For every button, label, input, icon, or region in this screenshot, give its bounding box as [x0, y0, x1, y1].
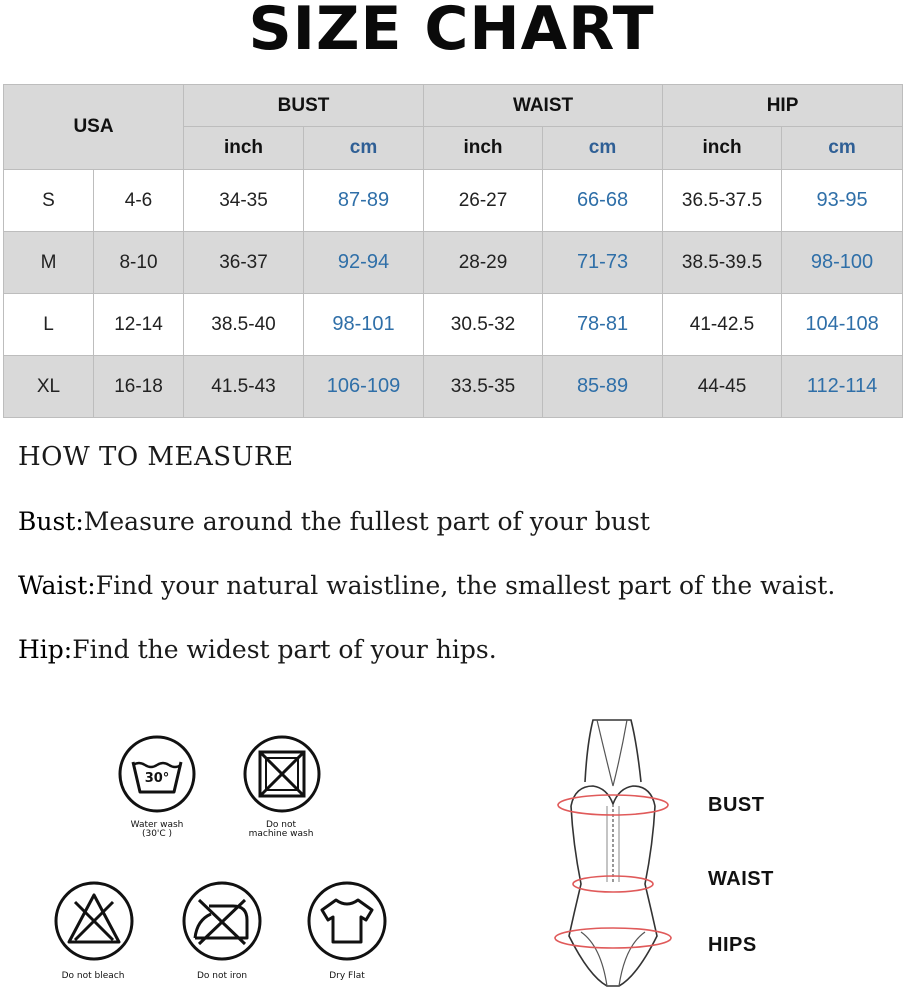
hip-cm-cell: 104-108 [782, 294, 903, 356]
header-bust: BUST [184, 85, 424, 127]
water-wash-30-icon [117, 734, 197, 814]
header-bust-cm: cm [304, 127, 424, 170]
no-bleach-icon [53, 880, 135, 962]
hip-term: Hip: [18, 635, 73, 664]
header-hip: HIP [663, 85, 903, 127]
waist-inch-cell: 26-27 [424, 170, 543, 232]
hips-measure-ring [555, 928, 671, 948]
header-waist: WAIST [424, 85, 663, 127]
bust-cm-cell: 87-89 [304, 170, 424, 232]
bust-cm-cell: 98-101 [304, 294, 424, 356]
size-cell: XL [4, 356, 94, 418]
hip-inch-cell: 38.5-39.5 [663, 232, 782, 294]
halter-straps [585, 720, 641, 782]
hip-inch-cell: 41-42.5 [663, 294, 782, 356]
torso-outline [569, 806, 657, 986]
no-machine-wash-label [216, 821, 346, 839]
size-cell: M [4, 232, 94, 294]
no-iron-label: Do not iron [196, 971, 248, 981]
waist-cm-cell: 78-81 [543, 294, 663, 356]
table-row [4, 356, 903, 418]
waist-cm-cell: 85-89 [543, 356, 663, 418]
us-size-cell: 12-14 [94, 294, 184, 356]
how-to-measure-heading: HOW TO MEASURE [18, 442, 294, 472]
no-machine-line2: machine wash [248, 829, 314, 839]
header-usa: USA [4, 85, 184, 170]
bust-instruction [18, 507, 650, 536]
hip-cm-cell: 93-95 [782, 170, 903, 232]
bust-inch-cell: 38.5-40 [184, 294, 304, 356]
no-bleach-label: Do not bleach [61, 971, 125, 981]
hip-cm-cell: 112-114 [782, 356, 903, 418]
header-hip-inch: inch [663, 127, 782, 170]
bust-label: BUST [708, 794, 765, 816]
bust-cm-cell: 106-109 [304, 356, 424, 418]
water-wash-label [92, 821, 222, 839]
bust-cm-cell: 92-94 [304, 232, 424, 294]
waist-inch-cell: 33.5-35 [424, 356, 543, 418]
hip-inch-cell: 36.5-37.5 [663, 170, 782, 232]
wash-temp-label: 30° [144, 771, 170, 786]
waist-inch-cell: 30.5-32 [424, 294, 543, 356]
hip-text: Find the widest part of your hips. [72, 635, 497, 664]
water-wash-line1: Water wash [130, 820, 184, 830]
waist-cm-cell: 66-68 [543, 170, 663, 232]
us-size-cell: 8-10 [94, 232, 184, 294]
waist-text: Find your natural waistline, the smallest part of the waist. [95, 571, 836, 600]
no-machine-line1: Do not [265, 820, 297, 830]
water-wash-line2: (30'C ) [141, 829, 173, 839]
header-waist-inch: inch [424, 127, 543, 170]
header-waist-cm: cm [543, 127, 663, 170]
bodysuit-measurement-diagram [545, 714, 695, 994]
table-row [4, 232, 903, 294]
hips-label: HIPS [708, 934, 757, 956]
waist-cm-cell: 71-73 [543, 232, 663, 294]
dry-flat-label: Dry Flat [329, 971, 365, 981]
hip-cm-cell: 98-100 [782, 232, 903, 294]
header-hip-cm: cm [782, 127, 903, 170]
waist-label: WAIST [708, 868, 774, 890]
dry-flat-icon [306, 880, 388, 962]
table-row [4, 170, 903, 232]
no-machine-wash-icon [242, 734, 322, 814]
size-cell: S [4, 170, 94, 232]
bust-inch-cell: 36-37 [184, 232, 304, 294]
bust-term: Bust: [18, 507, 84, 536]
page-title: SIZE CHART [248, 0, 655, 64]
table-row [4, 294, 903, 356]
hip-inch-cell: 44-45 [663, 356, 782, 418]
hip-instruction [18, 635, 497, 664]
us-size-cell: 4-6 [94, 170, 184, 232]
bust-inch-cell: 34-35 [184, 170, 304, 232]
no-iron-icon [181, 880, 263, 962]
header-bust-inch: inch [184, 127, 304, 170]
size-cell: L [4, 294, 94, 356]
waist-instruction [18, 571, 835, 600]
neckline [597, 720, 627, 786]
bust-inch-cell: 41.5-43 [184, 356, 304, 418]
waist-inch-cell: 28-29 [424, 232, 543, 294]
bust-text: Measure around the fullest part of your bust [83, 507, 650, 536]
us-size-cell: 16-18 [94, 356, 184, 418]
size-chart-table [3, 84, 903, 418]
waist-term: Waist: [18, 571, 96, 600]
